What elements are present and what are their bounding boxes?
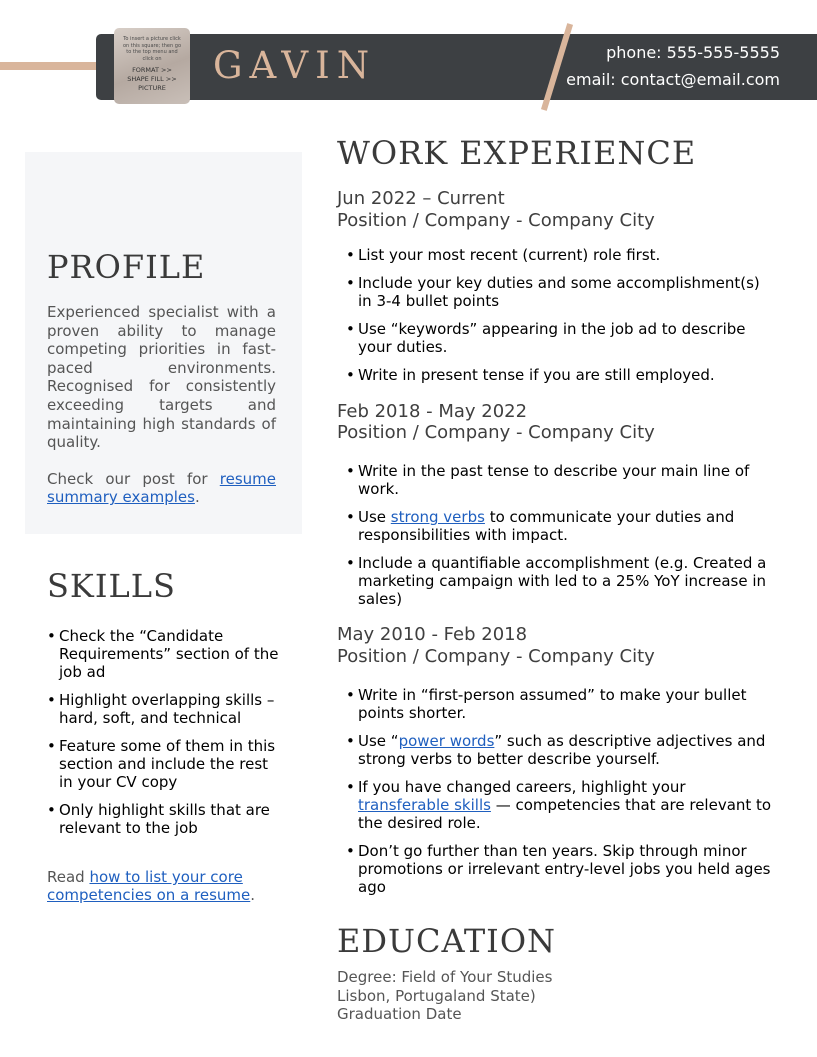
job-2-position: Position / Company - Company City xyxy=(337,422,655,443)
contact-phone: phone: 555-555-5555 xyxy=(606,43,780,62)
job-bullet: • Write in the past tense to describe your main line of work. xyxy=(346,462,776,498)
skills-read-line: Read how to list your core competencies on a resume. xyxy=(47,868,256,904)
job-2-bullets xyxy=(346,462,776,618)
strong-verbs-link[interactable]: strong verbs xyxy=(390,508,485,526)
photo-placeholder[interactable] xyxy=(114,28,190,104)
job-bullet: • Use “keywords” appearing in the job ad to describe your duties. xyxy=(346,320,776,356)
resume-summary-examples-link[interactable]: resume summary examples xyxy=(47,469,276,507)
skills-list xyxy=(47,627,282,847)
core-competencies-link[interactable]: how to list your core competencies on a resume xyxy=(47,868,251,904)
contact-email: email: contact@email.com xyxy=(566,70,780,89)
education-degree: Degree: Field of Your Studies xyxy=(337,968,553,986)
work-experience-heading: WORK EXPERIENCE xyxy=(337,134,697,172)
header-accent-line xyxy=(0,62,104,70)
power-words-link[interactable]: power words xyxy=(398,732,495,750)
job-bullet: • Write in “first-person assumed” to make your bullet points shorter. xyxy=(346,686,776,722)
skill-item: • Highlight overlapping skills – hard, soft, and technical xyxy=(47,691,282,727)
skills-heading: SKILLS xyxy=(47,567,176,605)
job-3-bullets xyxy=(346,686,776,906)
profile-summary: Experienced specialist with a proven ability to manage competing priorities in fast-paced environments. Recognised for consistently exceeding targets and maintaining high standards of quality. xyxy=(47,303,276,452)
skill-item: • Only highlight skills that are relevant to the job xyxy=(47,801,282,837)
profile-heading: PROFILE xyxy=(47,248,206,286)
job-3-position: Position / Company - Company City xyxy=(337,646,655,667)
transferable-skills-link[interactable]: transferable skills xyxy=(358,796,491,814)
skill-item: • Check the “Candidate Requirements” section of the job ad xyxy=(47,627,282,681)
job-bullet: • Write in present tense if you are still employed. xyxy=(346,366,776,384)
education-graduation: Graduation Date xyxy=(337,1005,462,1023)
candidate-name: GAVIN xyxy=(213,44,377,87)
job-3-date: May 2010 - Feb 2018 xyxy=(337,624,528,645)
education-heading: EDUCATION xyxy=(337,922,557,960)
job-1-bullets xyxy=(346,246,776,394)
job-1-date: Jun 2022 – Current xyxy=(337,188,505,209)
skill-item: • Feature some of them in this section and include the rest in your CV copy xyxy=(47,737,282,791)
education-location: Lisbon, Portugaland State) xyxy=(337,986,536,1005)
education-details xyxy=(337,968,552,1024)
job-bullet: • If you have changed careers, highlight your transferable skills — competencies that are relevant to the desired role. xyxy=(346,778,776,832)
job-bullet: • Include a quantifiable accomplishment (e.g. Created a marketing campaign with led to a 25% YoY increase in sales) xyxy=(346,554,776,608)
profile-text xyxy=(47,303,276,507)
photo-format-label: FORMAT >> SHAPE FILL >> PICTURE xyxy=(127,66,177,92)
job-2-date: Feb 2018 - May 2022 xyxy=(337,401,528,422)
job-1-position: Position / Company - Company City xyxy=(337,210,655,231)
job-bullet: • Use strong verbs to communicate your duties and responsibilities with impact. xyxy=(346,508,776,544)
job-bullet: • Use “power words” such as descriptive adjectives and strong verbs to better describe yourself. xyxy=(346,732,776,768)
profile-check-line: Check our post for resume summary examples. xyxy=(47,469,276,507)
job-bullet: • Don’t go further than ten years. Skip through minor promotions or irrelevant entry-level jobs you held ages ago xyxy=(346,842,776,896)
photo-instructions: To insert a picture click on this square; then go to the top menu and click on xyxy=(122,36,182,62)
job-bullet: • Include your key duties and some accomplishment(s) in 3-4 bullet points xyxy=(346,274,776,310)
job-bullet: • List your most recent (current) role first. xyxy=(346,246,776,264)
